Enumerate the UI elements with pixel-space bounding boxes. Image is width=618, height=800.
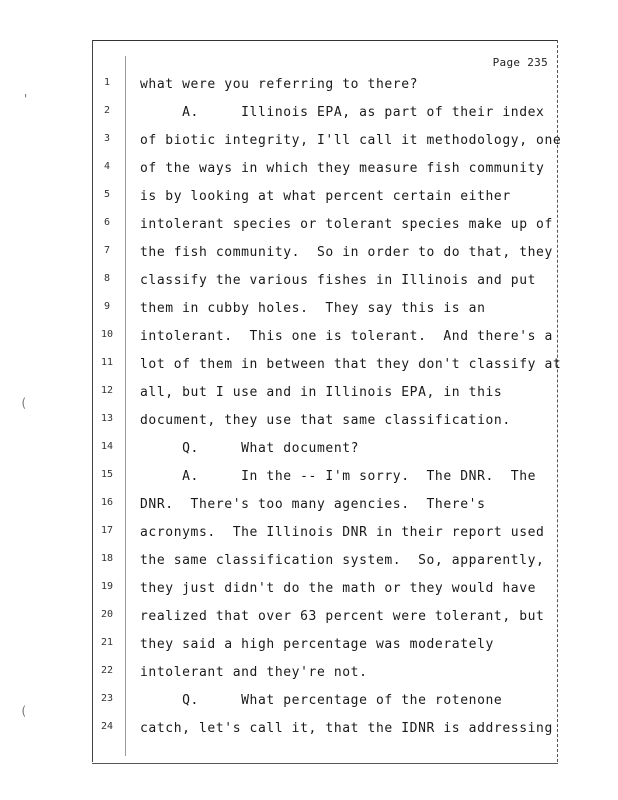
- transcript-line: [0, 105, 618, 123]
- line-number: 16: [100, 497, 114, 508]
- line-number: 22: [100, 665, 114, 676]
- transcript-line: [0, 441, 618, 459]
- transcript-line: [0, 329, 618, 347]
- transcript-line: [0, 189, 618, 207]
- transcript-line: [0, 665, 618, 683]
- margin-mark: (: [20, 704, 28, 718]
- line-number: 5: [103, 189, 111, 200]
- transcript-line: [0, 413, 618, 431]
- line-text: Q. What percentage of the rotenone: [140, 693, 503, 708]
- line-number: 15: [100, 469, 114, 480]
- line-text: lot of them in between that they don't classify at: [140, 357, 562, 372]
- margin-mark: ': [22, 92, 30, 106]
- line-number: 3: [103, 133, 111, 144]
- line-number: 11: [100, 357, 114, 368]
- line-text: intolerant species or tolerant species make up of: [140, 217, 553, 232]
- line-number: 17: [100, 525, 114, 536]
- line-text: catch, let's call it, that the IDNR is addressing: [140, 721, 553, 736]
- transcript-line: [0, 357, 618, 375]
- transcript-line: [0, 161, 618, 179]
- line-text: of the ways in which they measure fish community: [140, 161, 545, 176]
- line-text: they just didn't do the math or they would have: [140, 581, 537, 596]
- line-text: classify the various fishes in Illinois and put: [140, 273, 537, 288]
- transcript-line: [0, 581, 618, 599]
- line-number: 2: [103, 105, 111, 116]
- line-text: A. In the -- I'm sorry. The DNR. The: [140, 469, 537, 484]
- transcript-line: [0, 721, 618, 739]
- transcript-line: [0, 637, 618, 655]
- line-number: 18: [100, 553, 114, 564]
- line-number: 1: [103, 77, 111, 88]
- transcript-line: [0, 245, 618, 263]
- transcript-line: [0, 525, 618, 543]
- transcript-line: [0, 301, 618, 319]
- line-number: 21: [100, 637, 114, 648]
- line-text: they said a high percentage was moderately: [140, 637, 494, 652]
- line-text: document, they use that same classification.: [140, 413, 511, 428]
- line-text: Q. What document?: [140, 441, 360, 456]
- page-number-label: Page 235: [492, 56, 548, 69]
- line-number: 13: [100, 413, 114, 424]
- line-number: 7: [103, 245, 111, 256]
- line-text: DNR. There's too many agencies. There's: [140, 497, 486, 512]
- line-number: 10: [100, 329, 114, 340]
- line-text: intolerant and they're not.: [140, 665, 368, 680]
- transcript-line: [0, 133, 618, 151]
- line-text: A. Illinois EPA, as part of their index: [140, 105, 545, 120]
- line-number: 6: [103, 217, 111, 228]
- line-number: 14: [100, 441, 114, 452]
- line-text: them in cubby holes. They say this is an: [140, 301, 486, 316]
- transcript-line: [0, 217, 618, 235]
- transcript-line: [0, 693, 618, 711]
- line-text: all, but I use and in Illinois EPA, in this: [140, 385, 503, 400]
- transcript-line: [0, 273, 618, 291]
- transcript-line: [0, 385, 618, 403]
- line-number: 24: [100, 721, 114, 732]
- line-text: acronyms. The Illinois DNR in their report used: [140, 525, 545, 540]
- line-text: of biotic integrity, I'll call it methodology, one: [140, 133, 562, 148]
- margin-mark: (: [20, 396, 28, 410]
- transcript-line: [0, 553, 618, 571]
- line-number: 23: [100, 693, 114, 704]
- line-text: the fish community. So in order to do that, they: [140, 245, 553, 260]
- line-number: 20: [100, 609, 114, 620]
- line-text: the same classification system. So, apparently,: [140, 553, 545, 568]
- line-number: 4: [103, 161, 111, 172]
- line-number: 8: [103, 273, 111, 284]
- line-text: realized that over 63 percent were tolerant, but: [140, 609, 545, 624]
- line-text: what were you referring to there?: [140, 77, 419, 92]
- line-number: 12: [100, 385, 114, 396]
- line-number: 19: [100, 581, 114, 592]
- transcript-line: [0, 497, 618, 515]
- transcript-line: [0, 469, 618, 487]
- transcript-line: [0, 77, 618, 95]
- line-number: 9: [103, 301, 111, 312]
- line-text: intolerant. This one is tolerant. And there's a: [140, 329, 553, 344]
- transcript-line: [0, 609, 618, 627]
- line-text: is by looking at what percent certain either: [140, 189, 511, 204]
